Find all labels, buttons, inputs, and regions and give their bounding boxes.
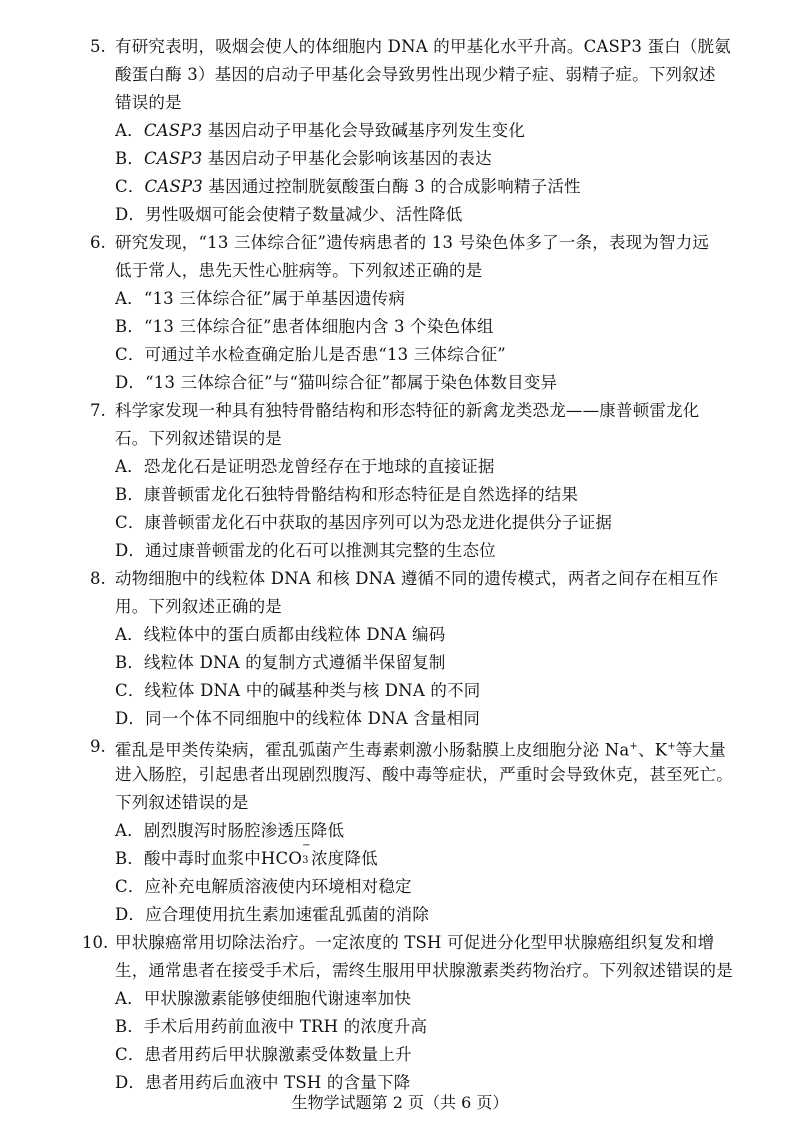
question-number: 8. <box>90 569 106 588</box>
option-d[interactable]: D．应合理使用抗生素加速霍乱弧菌的消除 <box>115 905 430 924</box>
option-a[interactable]: A．剧烈腹泻时肠腔渗透压降低 <box>115 821 345 840</box>
option-c[interactable]: C．患者用药后甲状腺激素受体数量上升 <box>115 1045 412 1064</box>
question-stem-line: 动物细胞中的线粒体 DNA 和核 DNA 遵循不同的遗传模式，两者之间存在相互作 <box>115 569 719 588</box>
option-a[interactable]: A．恐龙化石是证明恐龙曾经存在于地球的直接证据 <box>115 457 495 476</box>
option-b[interactable]: B．手术后用药前血液中 TRH 的浓度升高 <box>115 1017 428 1036</box>
question-number: 6. <box>90 233 106 252</box>
option-b[interactable]: B．“13 三体综合征”患者体细胞内含 3 个染色体组 <box>115 317 494 336</box>
question-number: 5. <box>90 37 106 56</box>
question-stem-line: 科学家发现一种具有独特骨骼结构和形态特征的新禽龙类恐龙——康普顿雷龙化 <box>115 401 700 420</box>
option-b[interactable]: B．酸中毒时血浆中HCO − 3 浓度降低 <box>115 840 378 868</box>
question-stem-line: 生，通常患者在接受手术后，需终生服用甲状腺激素类药物治疗。下列叙述错误的是 <box>115 961 733 980</box>
question-stem-line: 霍乱是甲类传染病，霍乱弧菌产生毒素刺激小肠黏膜上皮细胞分泌 Na+、K+等大量 <box>115 740 726 760</box>
option-d[interactable]: D．“13 三体综合征”与“猫叫综合征”都属于染色体数目变异 <box>115 373 558 392</box>
option-c[interactable]: C．可通过羊水检查确定胎儿是否患“13 三体综合征” <box>115 345 506 364</box>
option-c[interactable]: C．CASP3 基因通过控制胱氨酸蛋白酶 3 的合成影响精子活性 <box>115 177 581 196</box>
option-c[interactable]: C．应补充电解质溶液使内环境相对稳定 <box>115 877 412 896</box>
option-a[interactable]: A．CASP3 基因启动子甲基化会导致碱基序列发生变化 <box>115 121 526 140</box>
question-stem-line: 用。下列叙述正确的是 <box>115 597 282 616</box>
option-a[interactable]: A．甲状腺激素能够使细胞代谢速率加快 <box>115 989 412 1008</box>
option-a[interactable]: A．线粒体中的蛋白质都由线粒体 DNA 编码 <box>115 625 446 644</box>
question-stem-line: 低于常人，患先天性心脏病等。下列叙述正确的是 <box>115 261 483 280</box>
option-d[interactable]: D．男性吸烟可能会使精子数量减少、活性降低 <box>115 205 463 224</box>
question-stem-line: 进入肠腔，引起患者出现剧烈腹泻、酸中毒等症状，严重时会导致休克，甚至死亡。 <box>115 765 733 784</box>
question-number: 7. <box>90 401 106 420</box>
question-stem-line: 错误的是 <box>115 93 182 112</box>
option-b[interactable]: B．CASP3 基因启动子甲基化会影响该基因的表达 <box>115 149 492 168</box>
question-stem-line: 下列叙述错误的是 <box>115 793 249 812</box>
option-d[interactable]: D．同一个体不同细胞中的线粒体 DNA 含量相同 <box>115 709 481 728</box>
question-number: 9. <box>90 737 106 756</box>
option-a[interactable]: A．“13 三体综合征”属于单基因遗传病 <box>115 289 406 308</box>
question-stem-line: 酸蛋白酶 3）基因的启动子甲基化会导致男性出现少精子症、弱精子症。下列叙述 <box>115 65 716 84</box>
option-b[interactable]: B．线粒体 DNA 的复制方式遵循半保留复制 <box>115 653 446 672</box>
option-c[interactable]: C．线粒体 DNA 中的碱基种类与核 DNA 的不同 <box>115 681 481 700</box>
option-c[interactable]: C．康普顿雷龙化石中获取的基因序列可以为恐龙进化提供分子证据 <box>115 513 613 532</box>
option-d[interactable]: D．患者用药后血液中 TSH 的含量下降 <box>115 1073 411 1092</box>
question-stem-line: 石。下列叙述错误的是 <box>115 429 282 448</box>
question-stem-line: 甲状腺癌常用切除法治疗。一定浓度的 TSH 可促进分化型甲状腺癌组织复发和增 <box>115 933 715 952</box>
question-number: 10. <box>82 933 109 952</box>
question-stem-line: 研究发现，“13 三体综合征”遗传病患者的 13 号染色体多了一条，表现为智力远 <box>115 233 710 252</box>
page-footer: 生物学试题第 2 页（共 6 页） <box>291 1093 509 1112</box>
option-d[interactable]: D．通过康普顿雷龙的化石可以推测其完整的生态位 <box>115 541 496 560</box>
option-b[interactable]: B．康普顿雷龙化石独特骨骼结构和形态特征是自然选择的结果 <box>115 485 579 504</box>
question-stem-line: 有研究表明，吸烟会使人的体细胞内 DNA 的甲基化水平升高。CASP3 蛋白（胱氨 <box>115 37 731 56</box>
